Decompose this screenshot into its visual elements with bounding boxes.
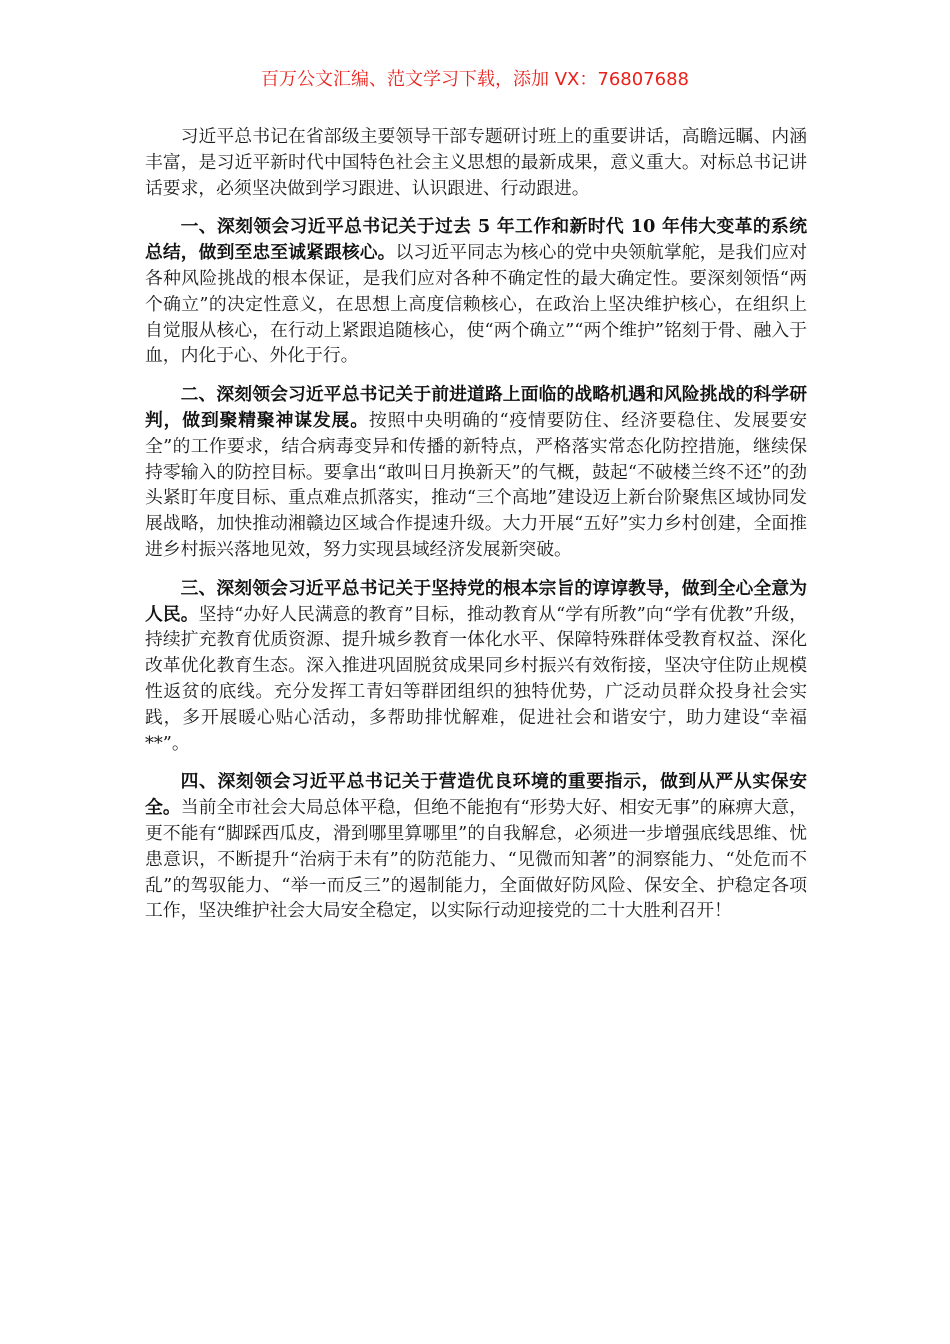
section-four-heading: 四、深刻领会习近平总书记关于营造优良环境的重要指示，做到从严从实保安全。 [145, 771, 807, 819]
intro-paragraph [145, 124, 807, 201]
section-two-paragraph [145, 382, 807, 563]
document-body [145, 124, 807, 937]
section-two-heading: 二、深刻领会习近平总书记关于前进道路上面临的战略机遇和风险挑战的科学研判，做到聚精聚神谋发展。 [145, 384, 807, 431]
section-four-paragraph [145, 769, 807, 924]
section-one-paragraph [145, 214, 807, 369]
section-one-text: 以习近平同志为核心的党中央领航掌舵，是我们应对各种风险挑战的根本保证，是我们应对各种不确定性的最大确定性。要深刻领悟“两个确立”的决定性意义，在思想上高度信赖核心，在政治上坚决维护核心，在组织上自觉服从核心，在行动上紧跟追随核心，使“两个确立”“两个维护”铭刻于骨、融入于血，内化于心、外化于行。 [145, 242, 807, 367]
section-one-heading: 一、深刻领会习近平总书记关于过去 5 年工作和新时代 10 年伟大变革的系统总结，做到至忠至诚紧跟核心。 [145, 216, 807, 264]
section-three-text: 坚持“办好人民满意的教育”目标，推动教育从“学有所教”向“学有优教”升级，持续扩充教育优质资源、提升城乡教育一体化水平、保障特殊群体受教育权益、深化改革优化教育生态。深入推进巩固脱贫成果同乡村振兴有效衔接，坚决守住防止规模性返贫的底线。充分发挥工青妇等群团组织的独特优势，广泛动员群众投身社会实践，多开展暖心贴心活动，多帮助排忧解难，促进社会和谐安宁，助力建设“幸福**”。 [145, 603, 807, 754]
section-four-text: 当前全市社会大局总体平稳，但绝不能抱有“形势大好、相安无事”的麻痹大意，更不能有“脚踩西瓜皮，滑到哪里算哪里”的自我解怠，必须进一步增强底线思维、忧患意识，不断提升“治病于未有”的防范能力、“见微而知著”的洞察能力、“处危而不乱”的驾驭能力、“举一而反三”的遏制能力，全面做好防风险、保安全、护稳定各项工作，坚决维护社会大局安全稳定，以实际行动迎接党的二十大胜利召开！ [145, 797, 807, 922]
paragraph-text: 习近平总书记在省部级主要领导干部专题研讨班上的重要讲话，高瞻远瞩、内涵丰富，是习近平新时代中国特色社会主义思想的最新成果，意义重大。对标总书记讲话要求，必须坚决做到学习跟进、认识跟进、行动跟进。 [145, 126, 807, 199]
page-header: 百万公文汇编、范文学习下载，添加 VX：76807688 [261, 69, 689, 90]
section-three-paragraph [145, 576, 807, 757]
section-three-heading: 三、深刻领会习近平总书记关于坚持党的根本宗旨的谆谆教导，做到全心全意为人民。 [145, 577, 807, 625]
section-two-text: 按照中央明确的“疫情要防住、经济要稳住、发展要安全”的工作要求，结合病毒变异和传播的新特点，严格落实常态化防控措施，继续保持零输入的防控目标。要拿出“敢叫日月换新天”的气概，鼓起“不破楼兰终不还”的劲头紧盯年度目标、重点难点抓落实，推动“三个高地”建设迈上新台阶聚焦区域协同发展战略，加快推动湘赣边区域合作提速升级。大力开展“五好”实力乡村创建，全面推进乡村振兴落地见效，努力实现县域经济发展新突破。 [145, 409, 807, 560]
